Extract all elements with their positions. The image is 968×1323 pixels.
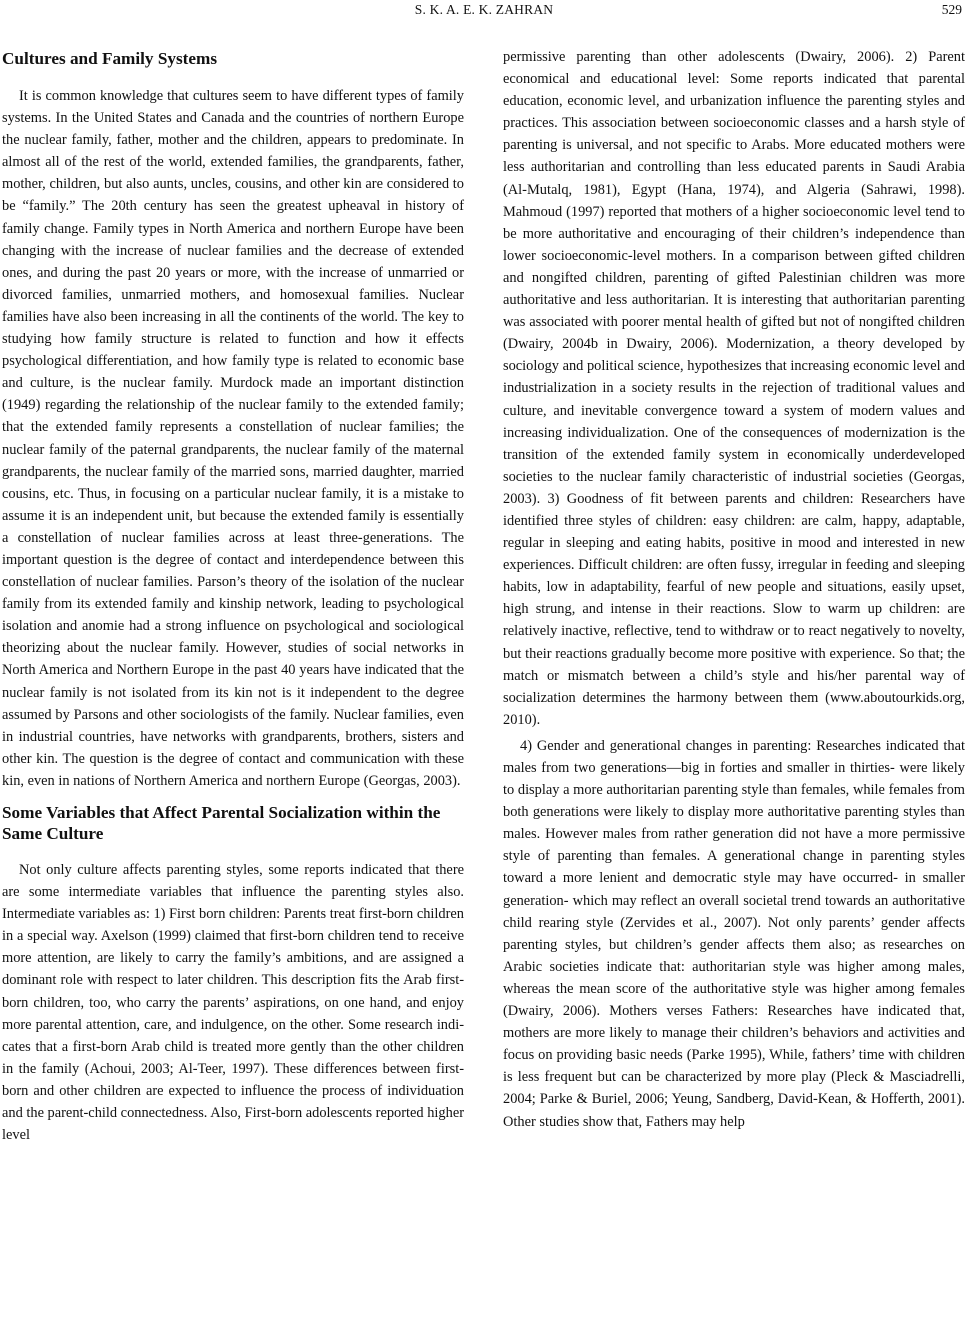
right-column [503, 46, 965, 1133]
paragraph-cultures: It is common knowledge that cultures seem to have different types of family systems. In the United States and Canada and the countries of northern Europe the nuclear family, father, mother and the children, appears to predominate. In almost all of the rest of the world, extended families, the grandparents, father, mother, children, but also aunts, uncles, cousins, and other kin are considered to be “family.” The 20th century has seen the greatest upheaval in history of family change. Family types in North America and northern Europe have been changing with the increase of nuclear families and the decrease of extended ones, and during the past 20 years or more, with the increase of unmarried or divorced families, unmarried mothers, and homosexual families. Nuclear families have also been increasing in all the continents of the world. The key to studying how family structure is related to function and how it effects psychological differentiation, and how family type is related to economic base and culture, is the nuclear family. Murdock made an important distinction (1949) regarding the relationship of the nuclear family to the extended family; that the extended family represents a constellation of nuclear families; the nuclear family of the paternal grandparents, the nuclear family of the maternal grandparents, the nuclear family of the married sons, married daughter, married cousins, etc. Thus, in focusing on a particular nuclear family, it is a mistake to assume it is an independent unit, but because the extended family is essentially a constellation of nuclear families across at least three-generations. The important question is the degree of contact and interdependence between this constellation of nuclear families. Parson’s theory of the isolation of the nuclear family from its extended family and kinship network, leading to psychological isolation and anomie had a strong influence on psychological and sociological theorizing about the nuclear family. However, studies of social networks in North America and Northern Europe in the past 40 years have indicated that the nuclear family is not isolated from its kin not is it independent to the degree assumed by Parsons and other sociologists of the family. Nuclear families, even in industrial countries, have networks with grandparents, brothers, sisters and other kin. The question is the degree of contact and communication with these kin, even in nations of Northern America and northern Europe (Georgas, 2003). [2, 88, 464, 789]
paragraph-gender: 4) Gender and generational changes in parenting: Researches indicated that males from two generations—big in forties and smaller in thirties- were likely to display a more authoritarian parenting style than females, while females from both generations were likely to display more authoritative parenting styles than males. However males from rather generation did not have a more permissive style of parenting than females. A generational change in parenting styles toward a more lenient and democratic style may have occurred- in smaller generation- which may reflect an overall societal trend towards an authoritative child rearing style (Zervides et al., 2007). Not only parents’ gender affects parenting styles, but children’s gender affects them also; as researches on Arabic societies indicate that: authoritarian style was higher among males, whereas the mean score of the authoritative style was higher among females (Dwairy, 2006). Mothers verses Fathers: Researches have indicated that, mothers are more likely to manage their children’s behaviors and activities and focus on providing basic needs (Parke 1995), While, fathers’ time with children is less frequent but can be characterized by more play (Pleck & Masciadrelli, 2004; Parke & Buriel, 2006; Yeung, Sandberg, David-Kean, & Hofferth, 2001). Other studies show that, Fathers may help [503, 737, 965, 1130]
section-heading-cultures: Cultures and Family Systems [2, 49, 218, 68]
left-column [2, 48, 464, 1146]
paragraph-continued: permissive parenting than other adolescents (Dwairy, 2006). 2) Parent economical and educational level: Some reports indicated that parental education, economic level, and urbanization influence the parenting styles and practices. This association between socioeconomic classes and a harsh style of parenting is universal, and not specific to Arabs. More educated mothers were less authoritarian and controlling than less educated parents in Saudi Arabia (Al-Mutalq, 1981), Egypt (Hana, 1974), and Algeria (Sahrawi, 1998). Mahmoud (1997) reported that mothers of a higher socioeconomic level tend to be more authoritative and encouraging of their children’s independence than lower socioeconomic-level mothers. In a comparison between gifted children and nongifted children, parenting of gifted Palestinian children was more authoritative and less authoritarian. It is interesting that authoritarian parenting was associated with poorer mental health of gifted but not of nongifted children (Dwairy, 2004b in Dwairy, 2006). Modernization, a theory developed by sociology and political science, hypothesizes that increasing economic level and industrialization in a society results in the rejection of traditional values and culture, and inevitable convergence toward a system of modern values and increasing individualization. One of the consequences of modernization is the transition of the extended family system in economically underdeveloped societies to the nuclear family characteristic of industrial societies (Georgas, 2003). 3) Goodness of fit between parents and children: Researchers have identified three styles of children: easy children: are calm, happy, adaptable, regular in sleeping and eating habits, positive in mood and interested in new experiences. Difficult children: are often fussy, irregular in feeding and sleeping habits, low in adaptability, fearful of new people and situations, easily upset, high strung, and intense in their reactions. Slow to warm up children: are relatively inactive, reflective, tend to withdraw or to react negatively to novelty, but their reactions gradually become more positive with experience. So that; the match or mismatch between a child’s style and his/her parental way of socialization determines the harmony between them (www.aboutourkids.org, 2010). [503, 49, 965, 728]
running-header [0, 0, 968, 26]
section-heading-variables: Some Variables that Affect Parental Socialization within the Same Culture [2, 803, 441, 843]
running-author: S. K. A. E. K. ZAHRAN [414, 2, 554, 17]
page-number: 529 [941, 2, 962, 17]
paragraph-variables: Not only culture affects parenting styles, some reports indicated that there are some intermediate variables that influence the parenting styles also. Intermediate variables as: 1) First born children: Parents treat first-born children in a special way. Axelson (1999) claimed that first-born children tend to receive more attention, are likely to carry the family’s ambitions, and are assigned a dominant role with respect to later children. This description fits the Arab first-born children, too, who carry the parents’ aspirations, on one hand, and enjoy more parental attention, care, and indulgence, on the other. Some research indicates that a first-born Arab child is treated more gently than the other children in the family (Achoui, 2003; Al-Teer, 1997). These differences between first-born and other children are expected to influence the process of individuation and the parent-child connectedness. Also, First-born adolescents reported higher level [2, 862, 464, 1144]
